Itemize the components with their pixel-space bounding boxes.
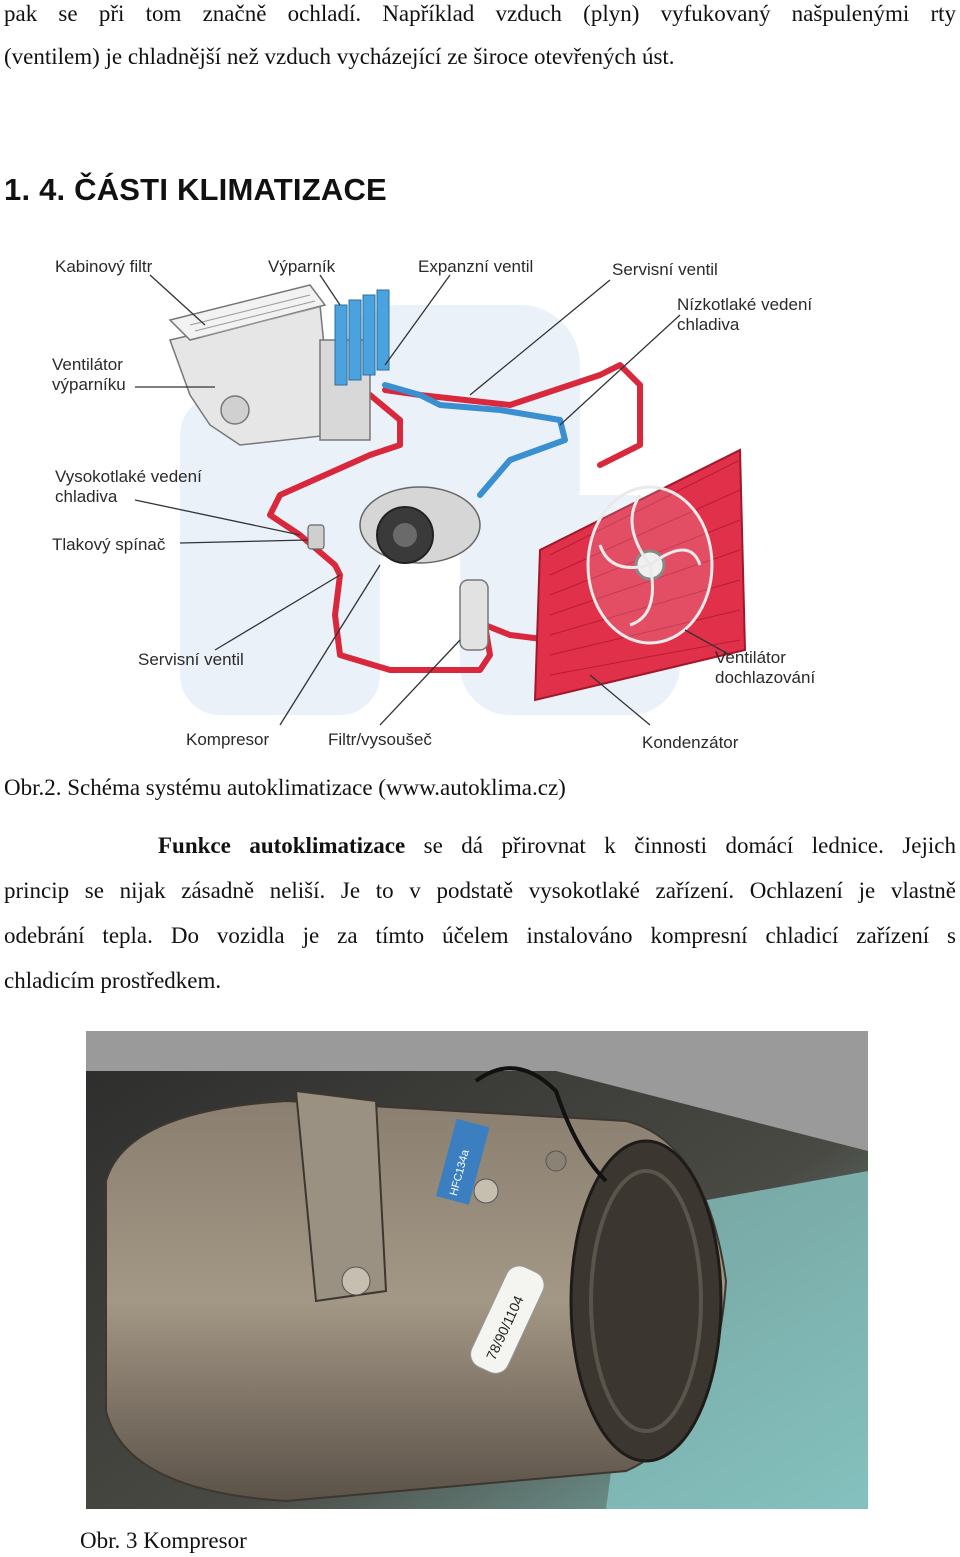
label-condenser-fan-1: Ventilátor [715, 648, 786, 667]
compressor [360, 487, 480, 563]
body-line-3: odebrání tepla. Do vozidla je za tímto účelem instalováno kompresní chladicí zařízení s [4, 923, 956, 948]
body-line-1 [158, 832, 956, 860]
pressure-switch [308, 525, 324, 549]
label-expansion-valve: Expanzní ventil [418, 257, 534, 276]
ac-system-diagram [40, 245, 840, 760]
label-cabin-filter: Kabinový filtr [55, 257, 153, 276]
label-high-pressure-line-1: Vysokotlaké vedení [55, 467, 202, 486]
label-evaporator-fan-2: výparníku [52, 375, 126, 394]
label-service-valve-top: Servisní ventil [612, 260, 718, 279]
label-compressor: Kompresor [186, 730, 270, 749]
body-line-2: princip se nijak zásadně neliší. Je to v podstatě vysokotlaké zařízení. Ochlazení je vlastně [4, 878, 956, 903]
intro-line-2: (ventilem) je chladnější než vzduch vycházející ze široce otevřených úst. [4, 44, 675, 69]
condenser-fan [588, 487, 712, 643]
intro-line-1: pak se při tom značně ochladí. Například vzduch (plyn) vyfukovaný našpulenými rty [4, 1, 956, 26]
body-line-4: chladicím prostředkem. [4, 968, 222, 993]
label-condenser-fan-2: dochlazování [715, 668, 816, 687]
figure-2-caption: Obr.2. Schéma systému autoklimatizace (www.autoklima.cz) [4, 775, 566, 800]
label-evaporator: Výparník [268, 257, 336, 276]
evaporator-fan-motor [221, 396, 249, 424]
label-evaporator-fan-1: Ventilátor [52, 355, 123, 374]
section-heading: 1. 4. ČÁSTI KLIMATIZACE [4, 172, 387, 207]
label-low-pressure-line-1: Nízkotlaké vedení [677, 295, 813, 314]
filter-dryer [460, 580, 488, 650]
label-high-pressure-line-2: chladiva [55, 487, 118, 506]
compressor-photo [86, 1031, 868, 1509]
svg-text:78/90/1104: 78/90/1104 [482, 1293, 527, 1363]
svg-text:HFC134a: HFC134a [447, 1148, 472, 1198]
label-low-pressure-line-2: chladiva [677, 315, 740, 334]
compressor-pulley [571, 1141, 721, 1461]
label-condenser: Kondenzátor [642, 733, 739, 752]
body-line-1-rest: se dá přirovnat k činnosti domácí lednice. Jejich [405, 833, 956, 858]
label-pressure-switch: Tlakový spínač [52, 535, 166, 554]
label-filter-dryer: Filtr/vysoušeč [328, 730, 432, 749]
label-service-valve-bottom: Servisní ventil [138, 650, 244, 669]
figure-3-caption: Obr. 3 Kompresor [80, 1528, 247, 1553]
bold-lead: Funkce autoklimatizace [158, 833, 406, 858]
